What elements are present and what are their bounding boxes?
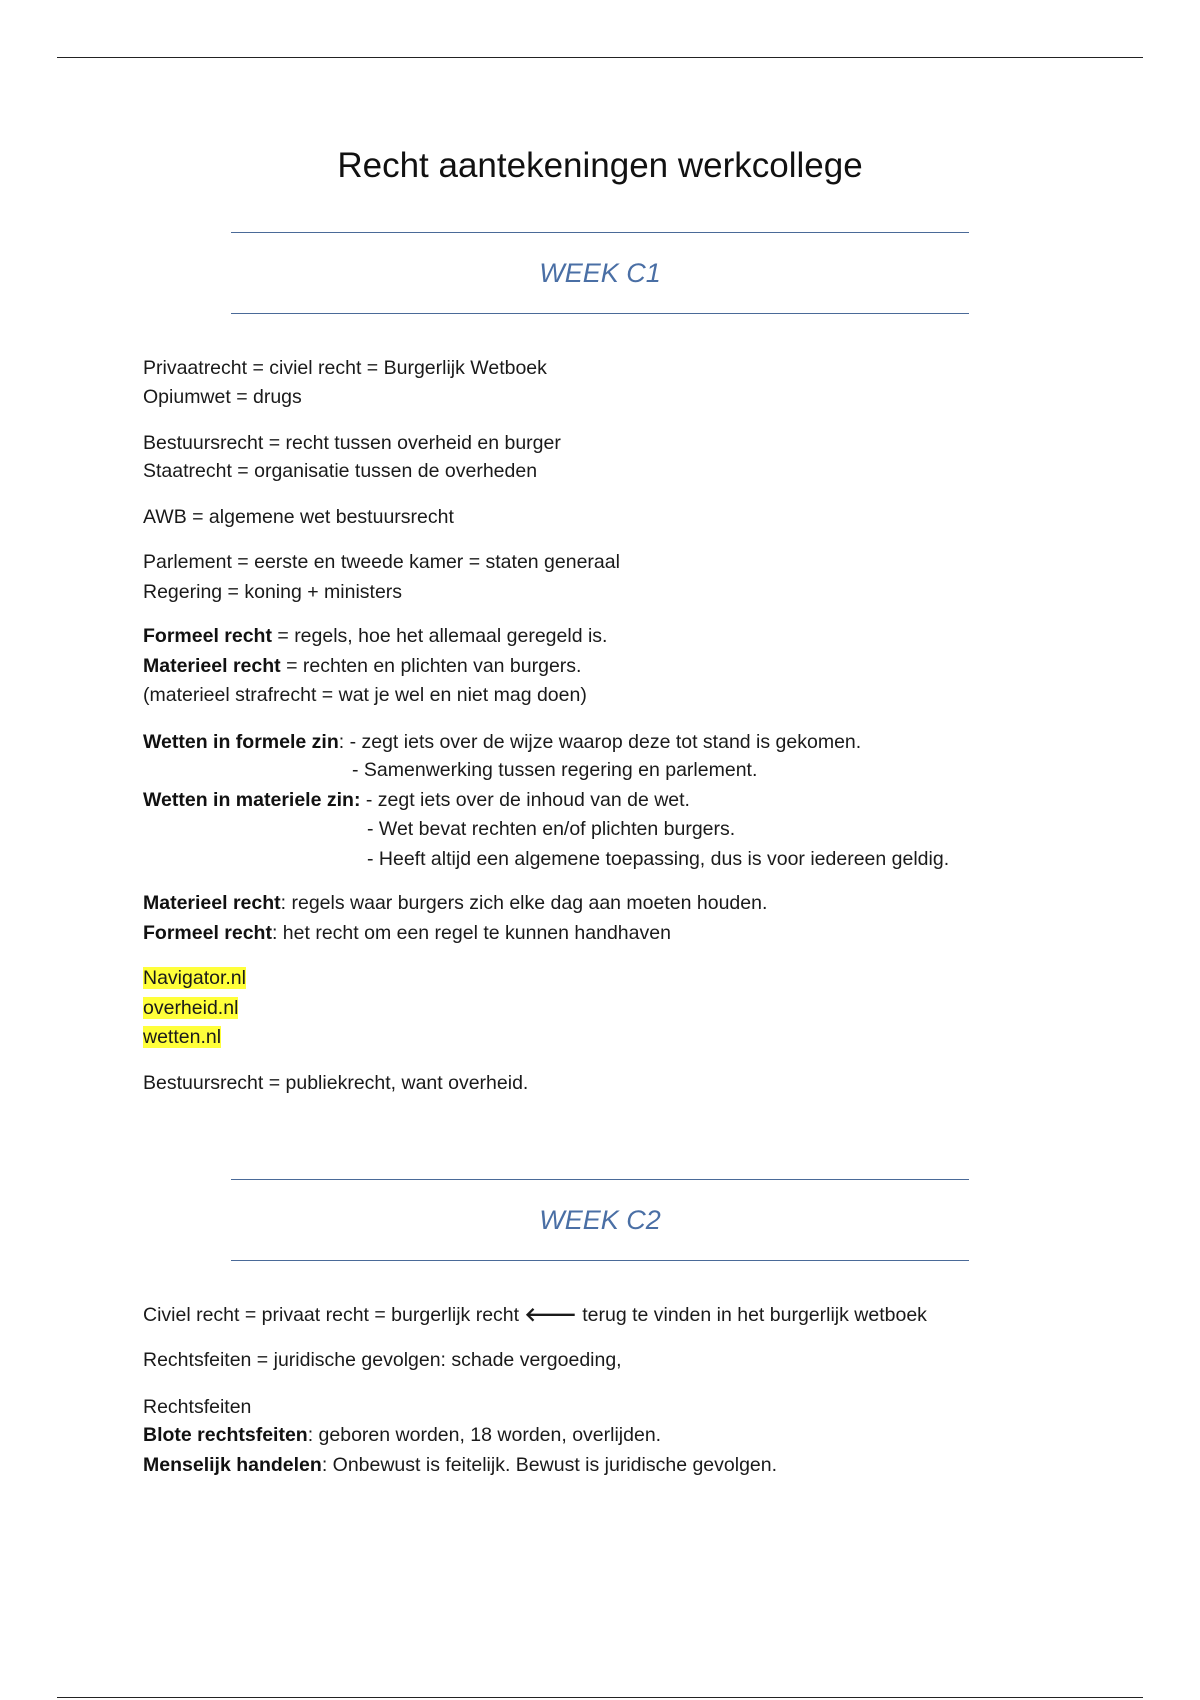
- term-bold: Materieel recht: [143, 892, 281, 914]
- page-bottom-rule: [57, 1697, 1143, 1698]
- indented-line: - Wet bevat rechten en/of plichten burgers.: [367, 818, 736, 840]
- term-bold: Blote rechtsfeiten: [143, 1424, 308, 1446]
- paragraph-line: Bestuursrecht = recht tussen overheid en burger: [143, 432, 561, 454]
- paragraph-line: Opiumwet = drugs: [143, 386, 302, 408]
- definition-text: : het recht om een regel te kunnen handhaven: [271, 922, 671, 944]
- left-arrow-icon: 🡐: [524, 1303, 577, 1326]
- highlighted-link-line: [143, 966, 246, 990]
- highlighted-link-navigator[interactable]: Navigator.nl: [143, 967, 246, 989]
- term-bold: Materieel recht: [143, 655, 281, 677]
- paragraph-line: [143, 1303, 927, 1327]
- term-bold: Formeel recht: [143, 922, 272, 944]
- document-title: Recht aantekeningen werkcollege: [337, 146, 863, 185]
- definition-text: : regels waar burgers zich elke dag aan moeten houden.: [280, 892, 768, 914]
- highlighted-link-line: [143, 996, 238, 1020]
- paragraph-line: Bestuursrecht = publiekrecht, want overheid.: [143, 1072, 529, 1094]
- definition-line: [143, 921, 671, 945]
- paragraph-line: Rechtsfeiten = juridische gevolgen: schade vergoeding,: [143, 1349, 622, 1371]
- week2-rule-bottom: [231, 1260, 969, 1261]
- term-bold: Wetten in formele zin: [143, 731, 339, 753]
- paragraph-line: Parlement = eerste en tweede kamer = staten generaal: [143, 551, 620, 573]
- definition-text: : Onbewust is feitelijk. Bewust is juridische gevolgen.: [321, 1454, 778, 1476]
- indented-line: - Heeft altijd een algemene toepassing, dus is voor iedereen geldig.: [367, 848, 950, 870]
- definition-line: [143, 730, 861, 754]
- week1-rule-bottom: [231, 313, 969, 314]
- paragraph-line: Regering = koning + ministers: [143, 581, 403, 603]
- definition-text: = rechten en plichten van burgers.: [280, 655, 582, 677]
- definition-line: [143, 1423, 661, 1447]
- sentence-end: terug te vinden in het burgerlijk wetboek: [576, 1304, 927, 1326]
- term-bold: Menselijk handelen: [143, 1454, 322, 1476]
- indented-line: - Samenwerking tussen regering en parlement.: [352, 759, 758, 781]
- week2-heading: WEEK C2: [539, 1205, 661, 1235]
- definition-text: - zegt iets over de inhoud van de wet.: [360, 789, 690, 811]
- paragraph-line: AWB = algemene wet bestuursrecht: [143, 506, 454, 528]
- definition-line: [143, 624, 607, 648]
- definition-line: [143, 1453, 777, 1477]
- highlighted-link-overheid[interactable]: overheid.nl: [143, 997, 239, 1019]
- highlighted-link-wetten[interactable]: wetten.nl: [143, 1026, 222, 1048]
- week1-heading: WEEK C1: [539, 258, 661, 288]
- week2-rule-top: [231, 1179, 969, 1180]
- definition-line: [143, 891, 767, 915]
- definition-line: [143, 788, 690, 812]
- definition-text: : geboren worden, 18 worden, overlijden.: [307, 1424, 662, 1446]
- definition-text: : - zegt iets over de wijze waarop deze tot stand is gekomen.: [338, 731, 862, 753]
- definition-line: [143, 654, 581, 678]
- term-bold: Formeel recht: [143, 625, 272, 647]
- paragraph-line: Rechtsfeiten: [143, 1396, 252, 1418]
- highlighted-link-line: [143, 1025, 221, 1049]
- page-top-rule: [57, 57, 1143, 58]
- definition-text: = regels, hoe het allemaal geregeld is.: [271, 625, 608, 647]
- sentence-start: Civiel recht = privaat recht = burgerlijk recht: [143, 1304, 525, 1326]
- week1-rule-top: [231, 232, 969, 233]
- paragraph-line: Staatrecht = organisatie tussen de overheden: [143, 460, 538, 482]
- term-bold: Wetten in materiele zin:: [143, 789, 361, 811]
- paragraph-line: Privaatrecht = civiel recht = Burgerlijk Wetboek: [143, 357, 547, 379]
- paragraph-line: (materieel strafrecht = wat je wel en niet mag doen): [143, 684, 587, 706]
